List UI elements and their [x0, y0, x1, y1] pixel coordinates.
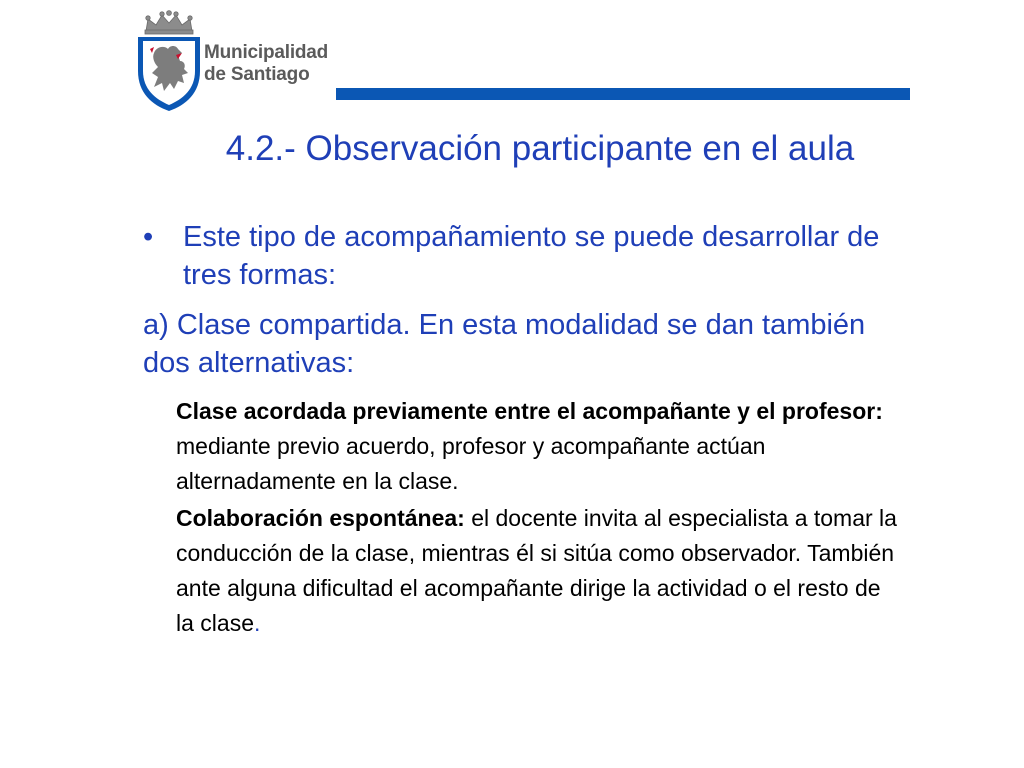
- logo-text: [204, 42, 328, 86]
- lion-crest-icon: [132, 9, 206, 113]
- paragraph-a: a) Clase compartida. En esta modalidad se dan también dos alternativas:: [143, 309, 866, 379]
- logo-line2: de Santiago: [204, 64, 310, 85]
- sub-item-agreed-class-text: mediante previo acuerdo, profesor y acompañante actúan alternadamente en la clase.: [176, 433, 766, 494]
- sub-item-spontaneous-heading: Colaboración espontánea:: [176, 505, 465, 531]
- bullet-text: Este tipo de acompañamiento se puede desarrollar de tres formas:: [183, 221, 880, 291]
- logo-line1: Municipalidad: [204, 42, 329, 63]
- sub-item-agreed-class: [176, 394, 901, 499]
- bullet-item: [143, 218, 903, 294]
- sub-item-spontaneous-text: el docente invita al especialista a tomar la conducción de la clase, mientras él si sitúa como observador. También ante alguna dificultad el acompañante dirige la actividad o el resto de la clase: [176, 505, 897, 636]
- bullet-icon: •: [143, 221, 154, 253]
- logo: [121, 5, 336, 117]
- slide-title: 4.2.- Observación participante en el aula: [225, 129, 855, 168]
- sub-item-spontaneous: [176, 501, 901, 641]
- sub-item-agreed-class-heading: Clase acordada previamente entre el acompañante y el profesor:: [176, 398, 883, 424]
- sub-item-spontaneous-period: .: [253, 610, 261, 636]
